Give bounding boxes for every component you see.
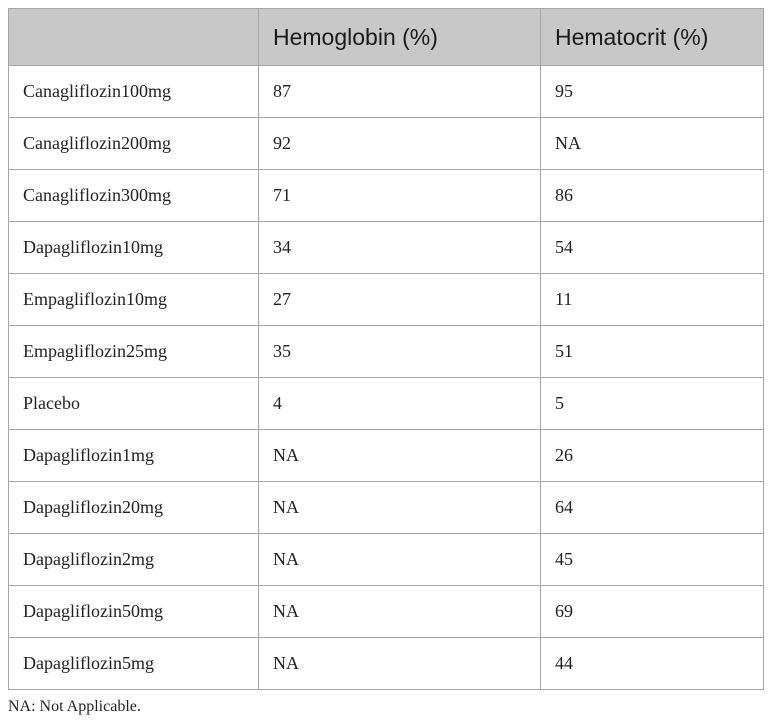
table-header <box>9 9 764 66</box>
hemoglobin-cell: 34 <box>259 222 541 274</box>
table-row <box>9 638 764 690</box>
hemoglobin-cell: NA <box>259 638 541 690</box>
header-cell-hemoglobin: Hemoglobin (%) <box>259 9 541 66</box>
table-row <box>9 378 764 430</box>
hematocrit-cell: 95 <box>541 66 764 118</box>
treatment-cell: Dapagliflozin20mg <box>9 482 259 534</box>
table-row <box>9 326 764 378</box>
table-row <box>9 586 764 638</box>
hemoglobin-cell: 35 <box>259 326 541 378</box>
hemoglobin-cell: 4 <box>259 378 541 430</box>
treatment-cell: Dapagliflozin5mg <box>9 638 259 690</box>
table-row <box>9 118 764 170</box>
hematocrit-cell: 5 <box>541 378 764 430</box>
data-table-container <box>8 8 763 690</box>
hemoglobin-cell: NA <box>259 430 541 482</box>
hemoglobin-cell: NA <box>259 534 541 586</box>
hematocrit-cell: 64 <box>541 482 764 534</box>
table-row <box>9 534 764 586</box>
hematocrit-cell: 44 <box>541 638 764 690</box>
table-row <box>9 274 764 326</box>
hematocrit-cell: 11 <box>541 274 764 326</box>
header-cell-hematocrit: Hematocrit (%) <box>541 9 764 66</box>
treatment-cell: Canagliflozin200mg <box>9 118 259 170</box>
header-cell-treatment <box>9 9 259 66</box>
hemoglobin-cell: NA <box>259 482 541 534</box>
table-row <box>9 222 764 274</box>
hematocrit-cell: 86 <box>541 170 764 222</box>
hematocrit-cell: 51 <box>541 326 764 378</box>
treatment-cell: Dapagliflozin2mg <box>9 534 259 586</box>
table-row <box>9 66 764 118</box>
hemoglobin-cell: NA <box>259 586 541 638</box>
hemoglobin-cell: 71 <box>259 170 541 222</box>
table-row <box>9 482 764 534</box>
treatment-cell: Empagliflozin25mg <box>9 326 259 378</box>
treatment-cell: Canagliflozin300mg <box>9 170 259 222</box>
table-body <box>9 66 764 690</box>
hematocrit-cell: 26 <box>541 430 764 482</box>
table-row <box>9 170 764 222</box>
treatment-cell: Placebo <box>9 378 259 430</box>
treatment-cell: Dapagliflozin1mg <box>9 430 259 482</box>
table-row <box>9 430 764 482</box>
data-table <box>8 8 764 690</box>
hematocrit-cell: 54 <box>541 222 764 274</box>
hematocrit-cell: 45 <box>541 534 764 586</box>
treatment-cell: Empagliflozin10mg <box>9 274 259 326</box>
hematocrit-cell: NA <box>541 118 764 170</box>
table-footnote: NA: Not Applicable. <box>8 698 141 715</box>
hematocrit-cell: 69 <box>541 586 764 638</box>
header-row <box>9 9 764 66</box>
treatment-cell: Dapagliflozin50mg <box>9 586 259 638</box>
hemoglobin-cell: 92 <box>259 118 541 170</box>
hemoglobin-cell: 87 <box>259 66 541 118</box>
hemoglobin-cell: 27 <box>259 274 541 326</box>
treatment-cell: Canagliflozin100mg <box>9 66 259 118</box>
treatment-cell: Dapagliflozin10mg <box>9 222 259 274</box>
